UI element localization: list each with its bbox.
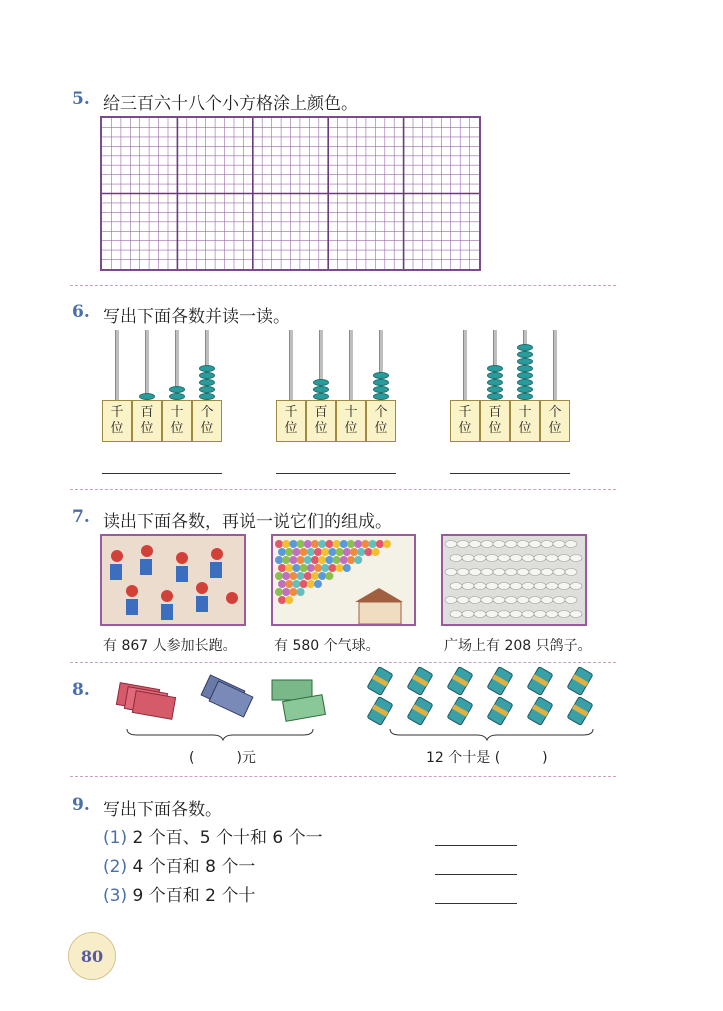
abacus-bead (487, 372, 503, 379)
abacus-bead (199, 386, 215, 393)
place-value-cell: 百 位 (306, 400, 336, 442)
abacus-bead (517, 372, 533, 379)
q7-number: 7. (72, 507, 90, 527)
abacus-1 (102, 330, 222, 436)
q9-item-1 (103, 823, 323, 848)
caption-pigeons: 广场上有 208 只鸽子。 (444, 638, 592, 654)
divider (70, 776, 616, 777)
q5-text: 给三百六十八个小方格涂上颜色。 (103, 94, 358, 114)
place-value-cell: 千 位 (102, 400, 132, 442)
ten-sticks-bundles-illustration (360, 665, 610, 735)
item-text: 2 个百、5 个十和 6 个一 (132, 828, 323, 848)
q9-answer-line-2[interactable] (435, 874, 517, 875)
grid-lines (102, 118, 479, 269)
abacus-bead (517, 379, 533, 386)
runners-illustration (102, 536, 244, 624)
abacus-bead (313, 379, 329, 386)
abacus-rod (115, 330, 119, 405)
answer-line-1[interactable] (102, 473, 222, 474)
balloons-illustration (273, 536, 414, 624)
place-value-cell: 十 位 (336, 400, 366, 442)
divider (70, 489, 616, 490)
money-answer-label[interactable]: ( )元 (189, 750, 256, 766)
q5-number: 5. (72, 89, 90, 109)
answer-line-3[interactable] (450, 473, 570, 474)
place-value-cell: 百 位 (132, 400, 162, 442)
place-value-cell: 个 位 (366, 400, 396, 442)
abacus-bead (373, 372, 389, 379)
q6-number: 6. (72, 302, 90, 322)
divider (70, 285, 616, 286)
abacus-bead (487, 379, 503, 386)
q9-item-2 (103, 852, 255, 877)
abacus-bead (487, 386, 503, 393)
abacus-bead (199, 365, 215, 372)
abacus-bead (517, 351, 533, 358)
pigeons-picture (441, 534, 587, 626)
place-value-labels (450, 400, 570, 442)
item-label: (2) (103, 857, 128, 877)
abacus-bead (373, 386, 389, 393)
abacus-bead (517, 358, 533, 365)
balloons-picture (271, 534, 416, 626)
fifty-yuan-notes (201, 675, 253, 717)
place-value-cell: 十 位 (162, 400, 192, 442)
item-label: (3) (103, 886, 128, 906)
item-label: (1) (103, 828, 128, 848)
abacus-rod (349, 330, 353, 405)
page-number-badge (68, 932, 116, 980)
place-value-cell: 千 位 (276, 400, 306, 442)
abacus-bead (487, 393, 503, 400)
abacus-bead (373, 379, 389, 386)
place-value-cell: 千 位 (450, 400, 480, 442)
page-number: 80 (80, 946, 104, 966)
abacus-rod (463, 330, 467, 405)
braces (125, 727, 595, 741)
abacus-bead (139, 393, 155, 400)
ten-yuan-notes (272, 680, 325, 721)
place-value-cell: 十 位 (510, 400, 540, 442)
q6-text: 写出下面各数并读一读。 (103, 307, 290, 327)
place-value-cell: 百 位 (480, 400, 510, 442)
caption-balloons: 有 580 个气球。 (274, 638, 380, 654)
abacus-bead (517, 393, 533, 400)
abacus-bead (199, 379, 215, 386)
place-value-cell: 个 位 (192, 400, 222, 442)
q7-text: 读出下面各数，再说一说它们的组成。 (103, 512, 392, 532)
hundred-yuan-notes (116, 683, 175, 720)
abacus-3 (450, 330, 570, 436)
q9-number: 9. (72, 795, 90, 815)
money-illustration (112, 672, 332, 732)
q9-item-3 (103, 881, 255, 906)
item-text: 9 个百和 2 个十 (132, 886, 256, 906)
abacus-bead (313, 393, 329, 400)
q8-number: 8. (72, 680, 90, 700)
divider (70, 662, 616, 663)
place-value-labels (276, 400, 396, 442)
abacus-bead (313, 386, 329, 393)
abacus-2 (276, 330, 396, 436)
abacus-bead (199, 372, 215, 379)
abacus-bead (517, 344, 533, 351)
answer-line-2[interactable] (276, 473, 396, 474)
pigeons-illustration (443, 536, 585, 624)
abacus-bead (373, 393, 389, 400)
place-value-labels (102, 400, 222, 442)
tens-answer-label[interactable]: 12 个十是 ( ) (426, 750, 548, 766)
runners-picture (100, 534, 246, 626)
q9-answer-line-3[interactable] (435, 903, 517, 904)
q9-answer-line-1[interactable] (435, 845, 517, 846)
caption-runners: 有 867 人参加长跑。 (103, 638, 237, 654)
abacus-rod (289, 330, 293, 405)
item-text: 4 个百和 8 个一 (132, 857, 256, 877)
abacus-bead (487, 365, 503, 372)
coloring-grid[interactable] (100, 116, 481, 271)
q9-text: 写出下面各数。 (103, 800, 222, 820)
abacus-bead (169, 393, 185, 400)
abacus-bead (517, 386, 533, 393)
abacus-bead (517, 365, 533, 372)
abacus-rod (553, 330, 557, 405)
place-value-cell: 个 位 (540, 400, 570, 442)
abacus-bead (169, 386, 185, 393)
abacus-bead (199, 393, 215, 400)
